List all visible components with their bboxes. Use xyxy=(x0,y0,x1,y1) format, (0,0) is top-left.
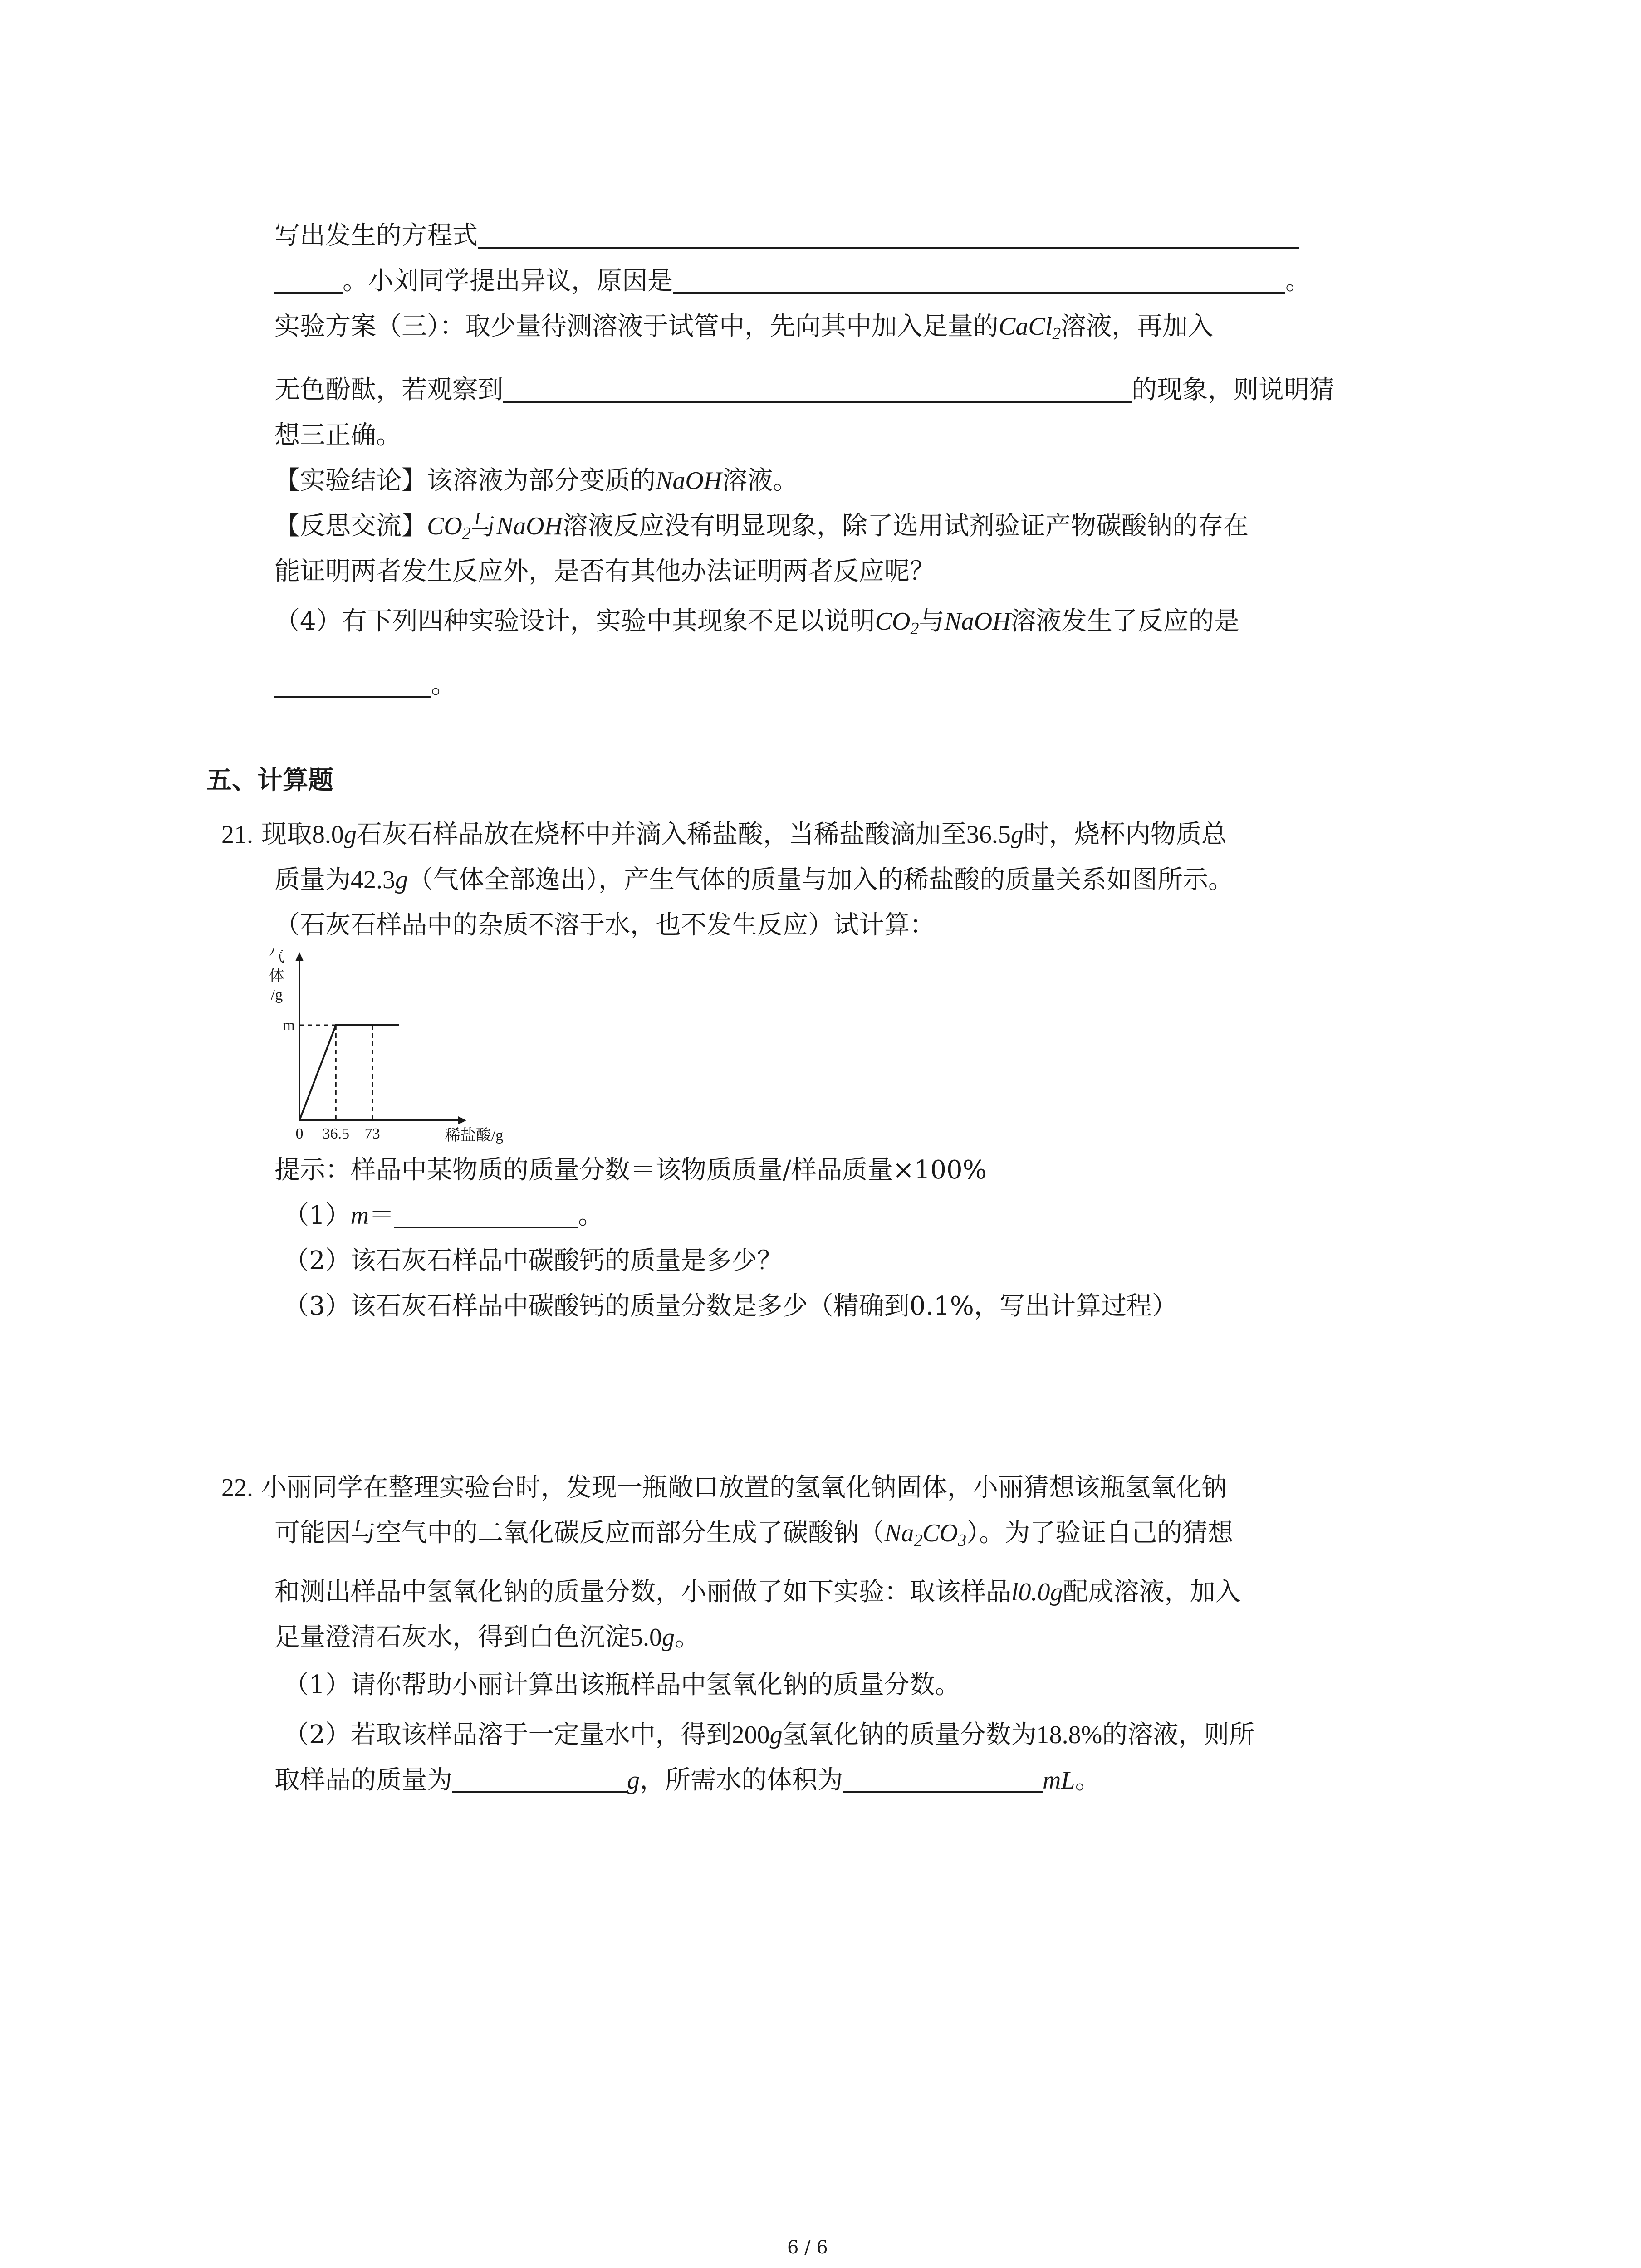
section-heading-text: 五、计算题 xyxy=(206,765,333,795)
q21-line1 xyxy=(221,816,1227,853)
unit: mL xyxy=(1043,1766,1075,1794)
sub-question: （2）该石灰石样品中碳酸钙的质量是多少？ xyxy=(284,1246,783,1276)
value: 8.0 xyxy=(312,821,344,849)
conclusion-text-b: 溶液。 xyxy=(722,466,798,495)
phenomenon-blank[interactable] xyxy=(503,376,1132,403)
m-answer-blank[interactable] xyxy=(394,1201,578,1228)
q21-text: 质量为 xyxy=(274,865,351,894)
q22-sub3 xyxy=(274,1762,1101,1799)
equals: ＝ xyxy=(369,1201,395,1230)
subscript: 2 xyxy=(914,1531,923,1550)
unit: g xyxy=(627,1766,640,1794)
co2-subscript: 2 xyxy=(462,524,471,543)
plan3-text: 实验方案（三）：取少量待测溶液于试管中，先向其中加入足量的 xyxy=(274,312,999,341)
x-tick-label: 36.5 xyxy=(322,1125,350,1142)
q22-sub1 xyxy=(284,1667,960,1703)
sub-question: ，所需水的体积为 xyxy=(640,1765,843,1795)
cacl2-subscript: 2 xyxy=(1052,324,1061,343)
cacl2-formula: CaCl xyxy=(999,313,1053,341)
period: 。 xyxy=(675,1623,700,1652)
x-tick-label: 0 xyxy=(295,1125,304,1142)
sample-mass-blank[interactable] xyxy=(452,1766,627,1793)
period: 。 xyxy=(578,1201,604,1230)
sub-question: （2）若取该样品溶于一定量水中，得到 xyxy=(284,1720,732,1750)
chart-axes xyxy=(295,952,466,1124)
sub-question: 的溶液，则所 xyxy=(1102,1720,1255,1750)
plan3-line3 xyxy=(274,417,402,454)
value: 18.8% xyxy=(1036,1721,1102,1749)
unit: g xyxy=(1010,821,1024,849)
q21-text: 石灰石样品放在烧杯中并滴入稀盐酸，当稀盐酸滴加至 xyxy=(356,820,966,849)
sub-question: 氢氧化钠的质量分数为 xyxy=(782,1720,1037,1750)
co2-subscript: 2 xyxy=(910,619,919,638)
hint-text: 提示：样品中某物质的质量分数＝该物质质量/样品质量×100% xyxy=(274,1155,987,1185)
value: 36.5 xyxy=(966,821,1011,849)
plan3-line1 xyxy=(274,308,1213,345)
co2-formula: CO xyxy=(427,512,462,540)
q4-text-c: 溶液发生了反应的是 xyxy=(1010,606,1239,636)
y-axis-label: /g xyxy=(270,987,283,1003)
page-number xyxy=(787,2229,828,2266)
period: 。 xyxy=(431,670,456,699)
y-axis-arrow xyxy=(295,952,304,961)
unit: g xyxy=(662,1623,675,1652)
q4-text: （4）有下列四种实验设计，实验中其现象不足以说明 xyxy=(274,606,875,636)
formula: CO xyxy=(922,1519,958,1547)
equation-line xyxy=(274,218,1299,254)
q21-line3 xyxy=(274,907,935,943)
reflect-line2 xyxy=(274,553,935,590)
period: 。 xyxy=(1075,1765,1101,1795)
q22-text: ）。为了验证自己的猜想 xyxy=(966,1518,1234,1548)
q22-text: 和测出样品中氢氧化钠的质量分数，小丽做了如下实验：取该样品 xyxy=(274,1577,1011,1607)
conj: 与 xyxy=(470,511,496,541)
q21-text: 现取 xyxy=(261,820,312,849)
water-volume-blank[interactable] xyxy=(843,1766,1043,1793)
equation-answer-blank-cont[interactable] xyxy=(274,267,343,294)
subscript: 3 xyxy=(958,1531,967,1550)
plan3-text-b: 溶液，再加入 xyxy=(1061,312,1214,341)
x-tick-label: 73 xyxy=(364,1125,380,1142)
equation-prompt: 写出发生的方程式 xyxy=(274,221,478,250)
q22-line4 xyxy=(274,1619,700,1656)
plan3-line2 xyxy=(274,372,1335,408)
conj: 与 xyxy=(919,606,945,636)
y-axis-label: 体 xyxy=(269,968,284,984)
q22-text: 配成溶液，加入 xyxy=(1063,1577,1241,1607)
q22-text: 小丽同学在整理实验台时，发现一瓶敞口放置的氢氧化钠固体，小丽猜想该瓶氢氧化钠 xyxy=(261,1473,1227,1502)
chart-labels xyxy=(269,948,503,1144)
reflect-text: 溶液反应没有明显现象，除了选用试剂验证产物碳酸钠的存在 xyxy=(563,511,1249,541)
sub-number: （1） xyxy=(284,1201,351,1230)
y-axis-label: 气 xyxy=(269,948,284,965)
q22-sub2 xyxy=(284,1717,1254,1753)
q4-line1 xyxy=(274,603,1239,640)
q22-line3 xyxy=(274,1574,1241,1610)
value: l0.0 xyxy=(1011,1578,1050,1606)
unit: g xyxy=(395,866,408,894)
q21-text: 时，烧杯内物质总 xyxy=(1023,820,1227,849)
equation-answer-blank[interactable] xyxy=(478,221,1299,249)
q21-sub3 xyxy=(284,1288,1177,1325)
conclusion-line xyxy=(274,463,798,499)
value: 42.3 xyxy=(351,866,395,894)
plan3-text-d: 的现象，则说明猜 xyxy=(1132,375,1335,405)
unit: g xyxy=(769,1721,783,1749)
q22-text: 可能因与空气中的二氧化碳反应而部分生成了碳酸钠（ xyxy=(274,1518,884,1548)
question-number: 21. xyxy=(221,821,253,849)
reflect-label: 【反思交流】 xyxy=(274,511,427,541)
page-number-text: 6 / 6 xyxy=(787,2237,828,2258)
objection-line xyxy=(274,263,1311,299)
conclusion-text: 【实验结论】该溶液为部分变质的 xyxy=(274,466,656,495)
question-number: 22. xyxy=(221,1474,253,1502)
co2-formula: CO xyxy=(875,607,911,635)
value: 200 xyxy=(731,1721,770,1749)
q4-line2 xyxy=(274,667,456,703)
x-axis-label: 稀盐酸/g xyxy=(445,1127,504,1144)
q21-text: （气体全部逸出），产生气体的质量与加入的稀盐酸的质量关系如图所示。 xyxy=(408,865,1234,894)
unit: g xyxy=(1050,1578,1063,1606)
period: 。 xyxy=(1285,266,1311,296)
chart-marks xyxy=(299,1025,399,1120)
q21-line2 xyxy=(274,862,1234,898)
objection-reason-blank[interactable] xyxy=(673,267,1285,294)
formula: Na xyxy=(884,1519,914,1547)
plan3-text-e: 想三正确。 xyxy=(274,420,402,450)
sub-question: 取样品的质量为 xyxy=(274,1765,452,1795)
y-tick-label: m xyxy=(283,1017,295,1034)
q21-text: （石灰石样品中的杂质不溶于水，也不发生反应）试计算： xyxy=(274,910,935,940)
q21-sub2 xyxy=(284,1243,783,1279)
reflect-line1 xyxy=(274,508,1249,544)
sub-question: （3）该石灰石样品中碳酸钙的质量分数是多少（精确到0.1%，写出计算过程） xyxy=(284,1291,1177,1321)
reflect-text-d: 能证明两者发生反应外，是否有其他办法证明两者反应呢？ xyxy=(274,557,935,586)
q21-sub1 xyxy=(284,1198,603,1234)
naoh-formula: NaOH xyxy=(496,512,563,540)
x-axis-arrow xyxy=(458,1116,466,1124)
plan3-text-c: 无色酚酞，若观察到 xyxy=(274,375,503,405)
gas-vs-acid-chart xyxy=(268,948,522,1148)
q21-hint xyxy=(274,1152,987,1188)
q22-text: 足量澄清石灰水，得到白色沉淀 xyxy=(274,1623,630,1652)
section-heading xyxy=(206,762,333,798)
unit: g xyxy=(343,821,357,849)
naoh-formula: NaOH xyxy=(656,467,722,495)
series-line xyxy=(299,1025,399,1120)
q22-line1 xyxy=(221,1470,1227,1506)
q22-line2 xyxy=(274,1515,1233,1551)
value: 5.0 xyxy=(630,1623,662,1652)
sub-question: （1）请你帮助小丽计算出该瓶样品中氢氧化钠的质量分数。 xyxy=(284,1670,960,1700)
objection-text: 。小刘同学提出异议，原因是 xyxy=(343,266,673,296)
naoh-formula: NaOH xyxy=(944,607,1011,635)
q4-answer-blank[interactable] xyxy=(274,670,431,698)
variable-m: m xyxy=(350,1202,369,1230)
